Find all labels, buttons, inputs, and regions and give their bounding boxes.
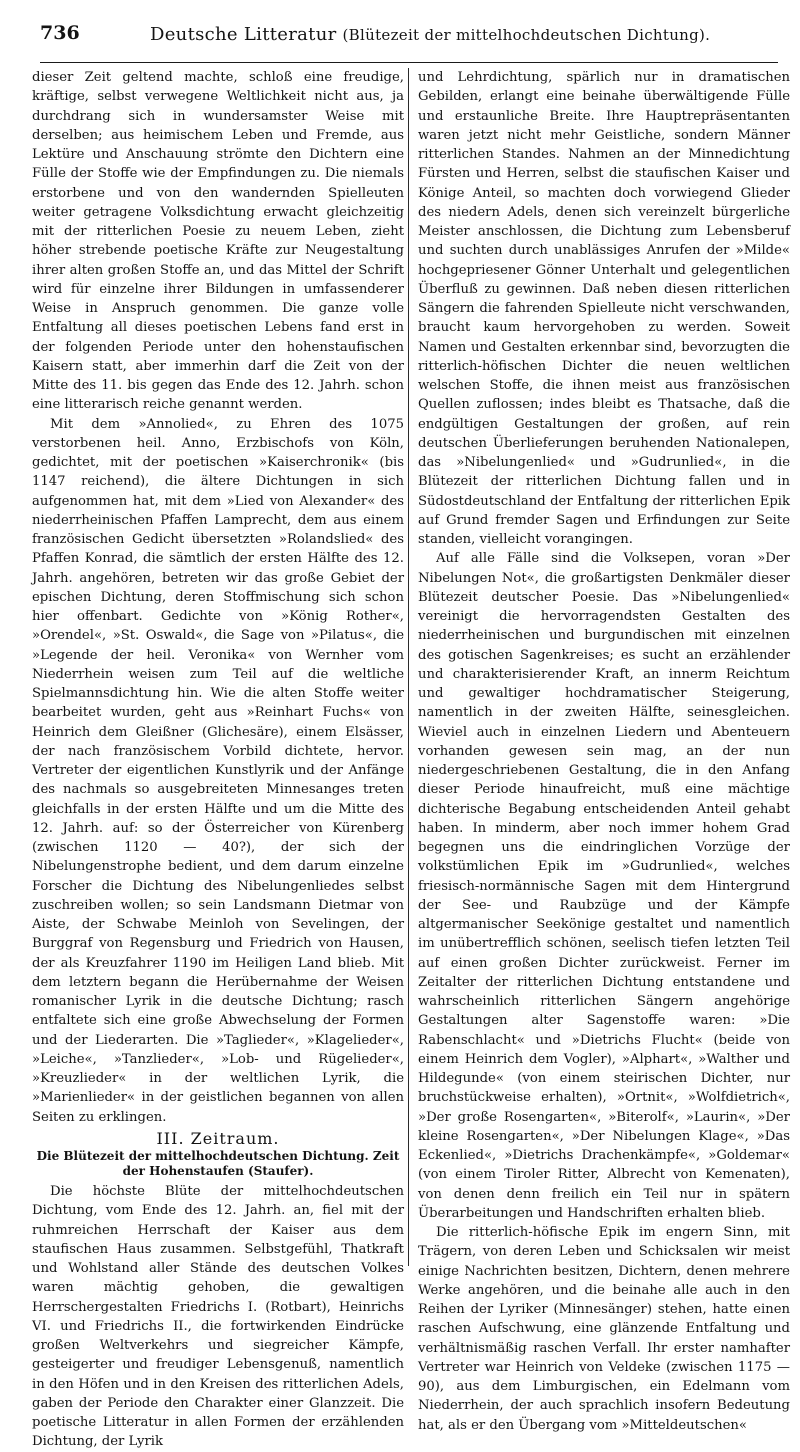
running-title-subtitle: (Blütezeit der mittelhochdeutschen Dichtung). <box>342 26 711 44</box>
right-paragraph-1: und Lehrdichtung, spärlich nur in dramatischen Gebilden, erlangt eine beinahe überwältigende Fülle und erstaunliche Breite. Ihre Hauptrepräsentanten waren jetzt nicht mehr Geistliche, sondern Männer ritterlichen Standes. Nahmen an der Minnedichtung Fürsten und Herren, selbst die staufischen Kaiser und Könige Anteil, so machten doch vorwiegend Glieder des niedern Adels, denen sich vereinzelt bürgerliche Meister anschlossen, die Dichtung zum Lebensberuf und suchten durch unablässiges Anrufen der »Milde« hochgepriesener Gönner Unterhalt und gelegentlichen Überfluß zu gewinnen. Daß neben diesen ritterlichen Sängern die fahrenden Spielleute nicht verschwanden, braucht kaum hervorgehoben zu werden. Soweit Namen und Gestalten erkennbar sind, bevorzugten die ritterlich-höfischen Dichter die neuen weltlichen welschen Stoffe, die ihnen meist aus französischen Quellen zuflossen; indes bleibt es Thatsache, daß die endgültigen Gestaltungen der großen, auf rein deutschen Überlieferungen beruhenden Nationalepen, das »Nibelungenlied« und »Gudrunlied«, in die Blütezeit der ritterlichen Dichtung fallen und in Südostdeutschland der Entfaltung der ritterlichen Epik auf Grund fremder Sagen und Erfindungen zur Seite standen, vielleicht vorangingen. <box>418 70 790 547</box>
section-heading: III. Zeitraum. <box>156 1128 280 1148</box>
left-paragraph-2: Mit dem »Annolied«, zu Ehren des 1075 verstorbenen heil. Anno, Erzbischofs von Köln, gedichtet, mit der poetischen »Kaiserchronik« (bis 1147 reichend), die ältere Dichtungen in sich aufgenommen hat, mit dem »Lied von Alexander« des niederrheinischen Pfaffen Lamprecht, dem aus einem französischen Gedicht übersetzten »Rolandslied« des Pfaffen Konrad, die sämtlich der ersten Hälfte des 12. Jahrh. angehören, betreten wir das große Gebiet der epischen Dichtung, deren Stoffmischung sich schon hier offenbart. Gedichte von »König Rother«, »Orendel«, »St. Oswald«, die Sage von »Pilatus«, die »Legende der heil. Veronika« von Wernher vom Niederrhein weisen zum Teil auf die weltliche Spielmannsdichtung hin. Wie die alten Stoffe weiter bearbeitet wurden, geht aus »Reinhart Fuchs« von Heinrich dem Gleißner (Glichesäre), einem Elsässer, der nach französischem Vorbild dichtete, hervor. Vertreter der eigentlichen Kunstlyrik und der Anfänge des nachmals so ausgebreiteten Minnesanges treten gleichfalls in der ersten Hälfte und um die Mitte des 12. Jahrh. auf: so der Österreicher von Kürenberg (zwischen 1120 — 40?), der sich der Nibelungenstrophe bedient, und dem darum einzelne Forscher die Dichtung des Nibelungenliedes selbst zuschreiben wollen; so sein Landsmann Dietmar von Aiste, der Schwabe Meinloh von Sevelingen, der Burggraf von Regensburg und Friedrich von Hausen, der als Kreuzfahrer 1190 im Heiligen Land blieb. Mit dem letztern begann die Herübernahme der Weisen romanischer Lyrik in die deutsche Dichtung; rasch entfaltete sich eine große Abwechselung der Formen und der Liederarten. Die »Taglieder«, »Klagelieder«, »Leiche«, »Tanzlieder«, »Lob- und Rügelieder«, »Kreuzlieder« in der weltlichen Lyrik, die »Marienlieder« in der geistlichen begannen von allen Seiten zu erklingen. <box>32 416 404 1125</box>
right-paragraph-2: Auf alle Fälle sind die Volksepen, voran »Der Nibelungen Not«, die großartigsten Denkmäler dieser Blütezeit deutscher Poesie. Das »Nibelungenlied« vereinigt die hervorragendsten Gestalten des niederrheinischen und burgundischen mit einzelnen des gotischen Sagenkreises; es sucht an erzählender und charakterisierender Kraft, an innerm Reichtum und gewaltiger hochdramatischer Steigerung, namentlich in der zweiten Hälfte, seinesgleichen. Wieviel auch in einzelnen Liedern und Abenteuern vorhanden gewesen sein mag, an der nun niedergeschriebenen Gestaltung, die in den Anfang dieser Periode hinaufreicht, muß eine mächtige dichterische Begabung entscheidenden Anteil gehabt haben. In minderm, aber noch immer hohem Grad begegnen uns die eindringlichen Vorzüge der volkstümlichen Epik im »Gudrunlied«, welches friesisch-normännische Sagen mit dem Hintergrund der See- und Raubzüge und der Kämpfe altgermanischer Seekönige gestaltet und namentlich im unübertrefflich schönen, seelisch tiefen letzten Teil auf einen großen Dichter zurückweist. Ferner im Zeitalter der ritterlichen Dichtung entstandene und wahrscheinlich ritterlichen Sängern angehörige Gestaltungen alter Sagenstoffe waren: »Die Rabenschlacht« und »Dietrichs Flucht« (beide von einem Heinrich dem Vogler), »Alphart«, »Walther und Hildegunde« (von einem steirischen Dichter, nur bruchstückweise erhalten), »Ortnit«, »Wolfdietrich«, »Der große Rosengarten«, »Biterolf«, »Laurin«, »Der kleine Rosengarten«, »Der Nibelungen Klage«, »Das Eckenlied«, »Dietrichs Drachenkämpfe«, »Goldemar« (von einem Tiroler Ritter, Albrecht von Kemenaten), von denen denn freilich ein Teil nur in spätern Überarbeitungen und Handschriften erhalten blieb. <box>418 551 790 1221</box>
running-title-main: Deutsche Litteratur <box>150 24 337 45</box>
left-column <box>32 68 404 1450</box>
column-divider <box>408 68 409 1266</box>
header-rule <box>40 62 778 63</box>
page-header <box>0 8 800 56</box>
left-paragraph-3: Die höchste Blüte der mittelhochdeutschen Dichtung, vom Ende des 12. Jahrh. an, fiel mit der ruhmreichen Herrschaft der Kaiser aus dem staufischen Haus zusammen. Selbstgefühl, Thatkraft und Wohlstand aller Stände des deutschen Volkes waren mächtig gehoben, die gewaltigen Herrschergestalten Friedrichs I. (Rotbart), Heinrichs VI. und Friedrichs II., die fortwirkenden Eindrücke großen Weltverkehrs und siegreicher Kämpfe, gesteigerter und freudiger Lebensgenuß, namentlich in den Höfen und in den Kreisen des ritterlichen Adels, gaben der Periode den Charakter einer Glanzzeit. Die poetische Litteratur in allen Formen der erzählenden Dichtung, der Lyrik <box>32 1184 404 1450</box>
running-title <box>150 24 710 45</box>
right-paragraph-3: Die ritterlich-höfische Epik im engern Sinn, mit Trägern, von deren Leben und Schicksalen wir meist einige Nachrichten besitzen, Dichtern, denen mehrere Werke angehören, und die beinahe alle auch in den Reihen der Lyriker (Minnesänger) stehen, hatte einen raschen Aufschwung, eine glänzende Entfaltung und verhältnismäßig raschen Verfall. Ihr erster namhafter Vertreter war Heinrich von Veldeke (zwischen 1175 — 90), aus dem Limburgischen, ein Edelmann vom Niederrhein, der auch sprachlich insofern Bedeutung hat, als er den Übergang vom »Mitteldeutschen« <box>418 1225 790 1433</box>
right-column <box>418 68 790 1433</box>
section-subheading: Die Blütezeit der mittelhochdeutschen Dichtung. Zeit der Hohenstaufen (Staufer). <box>36 1149 400 1178</box>
left-paragraph-1: dieser Zeit geltend machte, schloß eine freudige, kräftige, selbst verwegene Weltlichkeit nicht aus, ja durchdrang sich in wundersamster Weise mit derselben; aus heimischem Leben und Fremde, aus Lektüre und Anschauung strömte den Dichtern eine Fülle der Stoffe wie der Empfindungen zu. Die niemals erstorbene und von den wandernden Spielleuten weiter getragene Volksdichtung erwacht gleichzeitig mit der ritterlichen Poesie zu neuem Leben, zieht höher strebende poetische Kräfte zur Neugestaltung ihrer alten großen Stoffe an, und das Mittel der Schrift wird für einzelne ihrer Bildungen in umfassenderer Weise in Anspruch genommen. Die ganze volle Entfaltung all dieses poetischen Lebens fand erst in der folgenden Periode unter den hohenstaufischen Kaisern statt, aber immerhin darf die Zeit von der Mitte des 11. bis gegen das Ende des 12. Jahrh. schon eine litterarisch reiche genannt werden. <box>32 70 404 413</box>
page-number: 736 <box>40 22 80 44</box>
